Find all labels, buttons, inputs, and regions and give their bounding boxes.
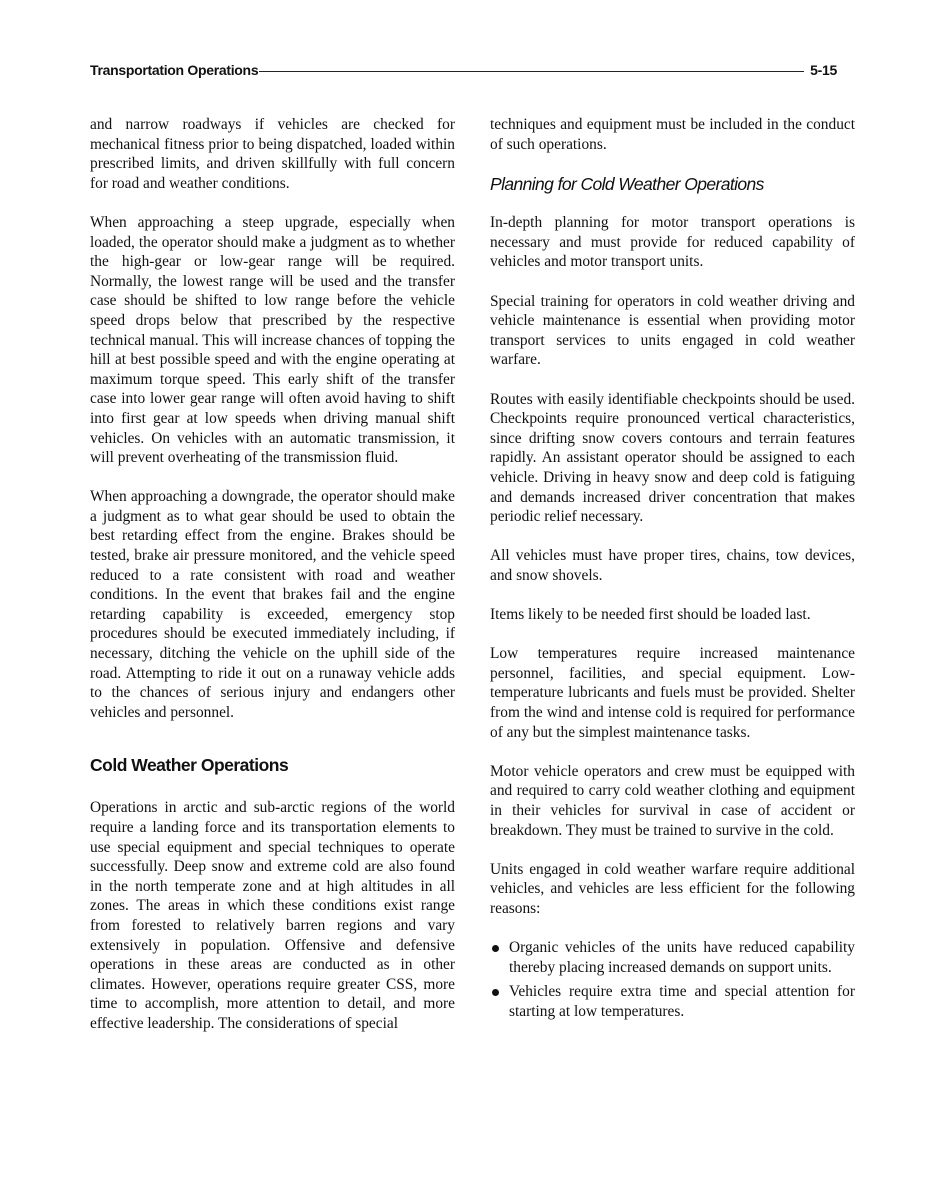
paragraph: Motor vehicle operators and crew must be equipped with and required to carry cold weather clothing and equipment in their vehicles for survival in case of accident or breakdown. They must be trained to survive in the cold. — [490, 762, 855, 839]
running-header — [90, 60, 837, 80]
bullet-list — [490, 938, 855, 1021]
paragraph: techniques and equipment must be included in the conduct of such operations. — [490, 116, 855, 153]
paragraph: Operations in arctic and sub-arctic regions of the world require a landing force and its transportation elements to use special equipment and special techniques to operate successfully. Deep snow and extreme cold are also found in the north temperate zone and at high altitudes in all zones. The areas in which these conditions exist range from forested to relatively barren regions and vary extensively in population. Offensive and defensive operations in these areas are conducted as in other climates. However, operations require greater CSS, more time to accomplish, more attention to detail, and more effective leadership. The considerations of special — [90, 799, 455, 1032]
paragraph: When approaching a downgrade, the operator should make a judgment as to what gear should be used to obtain the best retarding effect from the engine. Brakes should be tested, brake air pressure monitored, and the vehicle speed reduced to a rate consistent with road and weather conditions. In the event that brakes fail and the engine retarding capability is exceeded, emergency stop procedures should be executed immediately including, if necessary, ditching the vehicle on the uphill side of the road. Attempting to ride it out on a runaway vehicle adds to the chances of serious injury and endangers other vehicles and personnel. — [90, 488, 455, 721]
paragraph: Routes with easily identifiable checkpoints should be used. Checkpoints require pronounced vertical characteristics, since drifting snow covers contours and terrain features rapidly. An assistant operator should be assigned to each vehicle. Driving in heavy snow and deep cold is fatiguing and demands increased driver concentration that makes periodic relief necessary. — [490, 390, 855, 526]
subsection-heading: Planning for Cold Weather Operations — [490, 174, 764, 195]
bullet-icon — [492, 989, 499, 996]
bullet-icon — [492, 945, 499, 952]
header-title: Transportation Operations — [90, 62, 259, 78]
section-heading: Cold Weather Operations — [90, 755, 289, 776]
bullet-item — [490, 938, 855, 977]
paragraph: When approaching a steep upgrade, especially when loaded, the operator should make a judgment as to whether the high-gear or low-gear range will be required. Normally, the lowest range will be used and the transfer case should be shifted to low range before the vehicle speed drops below that prescribed by the respective technical manual. This will increase chances of topping the hill at best possible speed and with the engine operating at maximum torque speed. This early shift of the transfer case into lower gear range will often avoid having to shift into first gear at low speeds when driving manual shift vehicles. On vehicles with an automatic transmission, it will prevent overheating of the transmission fluid. — [90, 213, 455, 467]
paragraph: In-depth planning for motor transport operations is necessary and must provide for reduced capability of vehicles and motor transport units. — [490, 214, 855, 271]
paragraph: All vehicles must have proper tires, chains, tow devices, and snow shovels. — [490, 547, 855, 584]
page-number: 5-15 — [810, 62, 837, 78]
right-column — [490, 115, 855, 1027]
paragraph: Special training for operators in cold weather driving and vehicle maintenance is essential when providing motor transport services to units engaged in cold weather warfare. — [490, 292, 855, 369]
left-column — [90, 115, 455, 1053]
header-rule — [259, 71, 804, 72]
bullet-text: Organic vehicles of the units have reduced capability thereby placing increased demands on support units. — [509, 939, 855, 976]
paragraph: Low temperatures require increased maintenance personnel, facilities, and special equipment. Low-temperature lubricants and fuels must be provided. Shelter from the wind and intense cold is required for performance of any but the simplest maintenance tasks. — [490, 645, 855, 741]
bullet-item — [490, 982, 855, 1021]
bullet-text: Vehicles require extra time and special attention for starting at low temperatures. — [509, 983, 855, 1020]
paragraph: Units engaged in cold weather warfare require additional vehicles, and vehicles are less efficient for the following reasons: — [490, 860, 855, 917]
paragraph: and narrow roadways if vehicles are checked for mechanical fitness prior to being dispatched, loaded within prescribed limits, and driven skillfully with full concern for road and weather conditions. — [90, 116, 455, 192]
paragraph: Items likely to be needed first should be loaded last. — [490, 606, 811, 624]
